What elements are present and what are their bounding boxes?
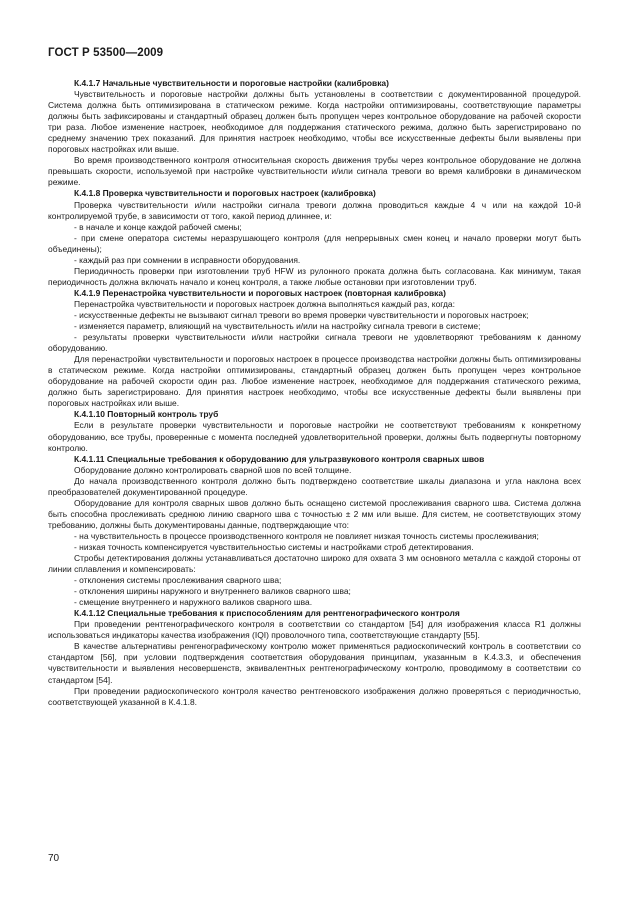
body-paragraph: При проведении рентгенографического контроля в соответствии со стандартом [54] для изображения класса R1 должны использоваться индикаторы качества изображения (IQI) проволочного типа, соответствующие стандарту [55].: [48, 619, 581, 641]
body-paragraph: - результаты проверки чувствительности и/или настройки сигнала тревоги не удовлетворяют требованиям к данному оборудованию.: [48, 332, 581, 354]
body-paragraph: - на чувствительность в процессе производственного контроля не повлияет низкая точность системы прослеживания;: [74, 530, 539, 541]
body-paragraph: Стробы детектирования должны устанавливаться достаточно широко для охвата 3 мм основного металла с каждой стороны от линии сплавления и компенсировать:: [48, 553, 581, 575]
body-paragraph: Если в результате проверки чувствительности и пороговые настройки не соответствуют требованиям к конкретному оборудованию, все трубы, проверенные с момента последней удовлетворительной проверки, должны быть подвергнуты повторному контролю.: [48, 420, 581, 453]
body-paragraph: - в начале и конце каждой рабочей смены;: [74, 221, 242, 232]
body-paragraph: Проверка чувствительности и/или настройки сигнала тревоги должна проводиться каждые 4 ч или на каждой 10-й контролируемой трубе, в зависимости от того, какой период длиннее, и:: [48, 199, 581, 221]
body-paragraph: - при смене оператора системы неразрушающего контроля (для непрерывных смен конец и начало проверки могут быть объединены);: [48, 232, 581, 254]
body-paragraph: - смещение внутреннего и наружного валиков сварного шва.: [74, 597, 313, 608]
body-paragraph: - искусственные дефекты не вызывают сигнал тревоги во время проверки чувствительности и пороговых настроек;: [74, 309, 529, 320]
body-paragraph: - изменяется параметр, влияющий на чувствительность и/или на настройку сигнала тревоги в системе;: [74, 321, 481, 332]
section-heading: К.4.1.7 Начальные чувствительности и пороговые настройки (калибровка): [74, 78, 389, 88]
body-paragraph: - отклонения системы прослеживания сварного шва;: [74, 575, 282, 586]
body-paragraph: Чувствительность и пороговые настройки должны быть установлены в соответствии с документированной процедурой. Система должна быть оптимизирована в статическом режиме. Когда настройки оптимизированы, соответствующие параметры должны быть зафиксированы и стандартный образец должен быть пропущен через контрольное оборудование на рабочей скорости три раза. Любое изменение настроек, необходимое для поддержания статического режима, должно быть зарегистрировано по среднему значению трех показаний. Для принятия настроек необходимо, чтобы все искусственные дефекты были выявлены при пороговых настройках или выше.: [48, 89, 581, 155]
body-paragraph: - низкая точность компенсируется чувствительностью системы и настройками строб детектирования.: [74, 541, 474, 552]
section-heading: К.4.1.11 Специальные требования к оборудованию для ультразвукового контроля сварных швов: [74, 453, 485, 464]
page-number: 70: [48, 853, 60, 864]
body-paragraph: Во время производственного контроля относительная скорость движения трубы через контрольное оборудование не должна превышать скорости, используемой при настройке чувствительности и/или сигнала тревоги во время калибровки в динамическом режиме.: [48, 155, 581, 188]
body-paragraph: При проведении радиоскопического контроля качество рентгеновского изображения должно проверяться с периодичностью, соответствующей указанной в К.4.1.8.: [48, 685, 581, 707]
body-paragraph: До начала производственного контроля должно быть подтверждено соответствие шкалы диапазона и угла наклона всех преобразователей документированной процедуре.: [48, 475, 581, 497]
section-heading: К.4.1.9 Перенастройка чувствительности и пороговых настроек (повторная калибровка): [74, 287, 446, 298]
body-paragraph: В качестве альтернативы ренгенографическому контролю может применяться радиоскопический контроль в соответствии со стандартом [56], при условии подтверждения соответствия оборудования принципам, указанным в К.4.3.3, и обеспечения чувствительности и выявления несовершенств, эквивалентных рентгенографическому контролю, проводимому в соответствии со стандартом [54].: [48, 641, 581, 685]
body-paragraph: Перенастройка чувствительности и пороговых настроек должна выполняться каждый раз, когда:: [74, 298, 455, 309]
section-heading: К.4.1.12 Специальные требования к приспособлениям для рентгенографического контроля: [74, 608, 460, 619]
body-paragraph: Для перенастройки чувствительности и пороговых настроек в процессе производства настройки должны быть оптимизированы в статическом режиме. Когда настройки оптимизированы, стандартный образец должен быть пропущен через контрольное оборудование на рабочей скорости один раз. Любое изменение настроек, необходимое для поддержания статического режима, должно быть зарегистрировано. Для принятия настроек необходимо, чтобы все искусственные дефекты были выявлены при пороговых настройках или выше.: [48, 354, 581, 409]
document-body: [48, 78, 581, 708]
body-paragraph: - каждый раз при сомнении в исправности оборудования.: [74, 254, 301, 265]
section-heading: К.4.1.10 Повторный контроль труб: [74, 409, 219, 420]
body-paragraph: Оборудование должно контролировать сварной шов по всей толщине.: [74, 464, 352, 475]
standard-header: ГОСТ Р 53500—2009: [48, 47, 164, 59]
body-paragraph: Периодичность проверки при изготовлении труб HFW из рулонного проката должна быть согласована. Как минимум, такая периодичность должна включать начало и конец контроля, а также любые остановки при изготовлении труб.: [48, 265, 581, 287]
body-paragraph: Оборудование для контроля сварных швов должно быть оснащено системой прослеживания сварного шва. Система должна быть способна прослеживать среднюю линию сварного шва с точностью ± 2 мм или выше. Для систем, не соответствующих этому требованию, должны быть документированы данные, подтверждающие что:: [48, 497, 581, 530]
body-paragraph: - отклонения ширины наружного и внутреннего валиков сварного шва;: [74, 586, 351, 597]
section-heading: К.4.1.8 Проверка чувствительности и пороговых настроек (калибровка): [74, 188, 376, 199]
